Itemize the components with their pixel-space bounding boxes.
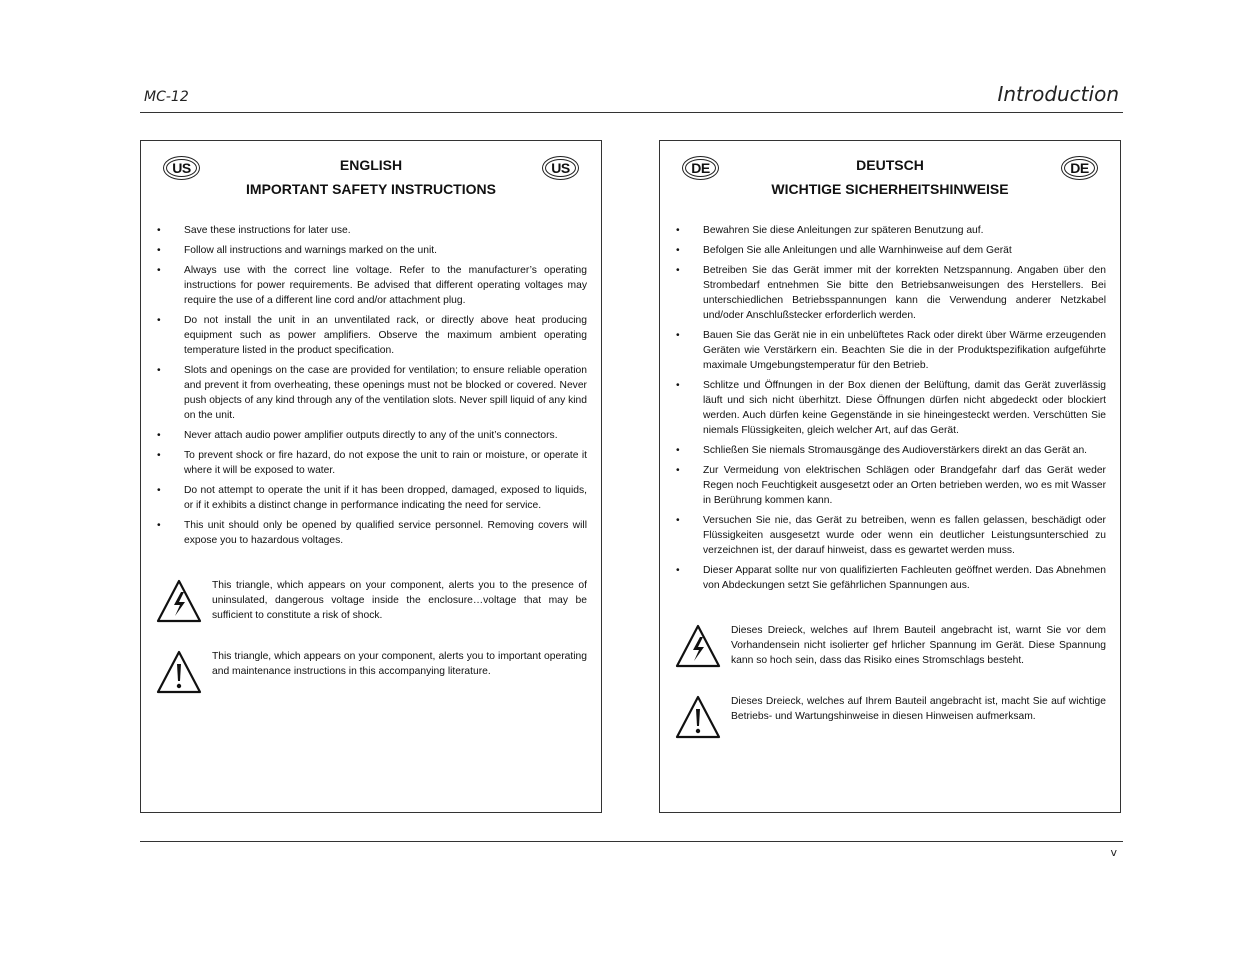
shock-warning (155, 578, 587, 624)
exclamation-triangle-icon (674, 694, 722, 740)
caution-warning-text: This triangle, which appears on your component, alerts you to important operating and maintenance instructions in this accompanying literature. (212, 651, 587, 677)
panel-title: WICHTIGE SICHERHEITSHINWEISE (771, 181, 1009, 197)
list-item: • Follow all instructions and warnings marked on the unit. (157, 243, 587, 258)
panel-language: DEUTSCH (856, 157, 924, 173)
list-item: • Versuchen Sie nie, das Gerät zu betreiben, wenn es fallen gelassen, beschädigt oder Flüssigkeiten ausgesetzt wurde oder wenn ein deutlicher Leistungsunterschied zu verzeichnen ist, der darauf hinweist, dass es gewartet werden muss. (676, 513, 1106, 558)
german-safety-panel (659, 140, 1121, 813)
panel-title: IMPORTANT SAFETY INSTRUCTIONS (246, 181, 496, 197)
list-item: • Schlitze und Öffnungen in der Box dienen der Belüftung, damit das Gerät zuverlässig läuft und sich nicht überhitzt. Diese Öffnungen dürfen nicht abgedeckt oder blockiert werden. Auch dürfen keine Gegenstände in sie hineingesteckt werden. Verschütten Sie niemals Flüssigkeiten, gleich welcher Art, auf das Gerät. (676, 378, 1106, 438)
shock-warning (674, 623, 1106, 669)
lightning-triangle-icon (155, 578, 203, 624)
country-badge-left: DE (682, 156, 719, 180)
country-badge-right: DE (1061, 156, 1098, 180)
list-item: • Always use with the correct line voltage. Refer to the manufacturer’s operating instructions for power requirements. Be advised that different operating voltages may require the use of a different line cord and/or attachment plug. (157, 263, 587, 308)
exclamation-triangle-icon (155, 649, 203, 695)
list-item: • Bewahren Sie diese Anleitungen zur späteren Benutzung auf. (676, 223, 1106, 238)
panel-language: ENGLISH (339, 157, 403, 173)
caution-warning (155, 649, 587, 695)
list-item: • Befolgen Sie alle Anleitungen und alle Warnhinweise auf dem Gerät (676, 243, 1106, 258)
country-badge-right: US (542, 156, 579, 180)
instruction-list (676, 223, 1106, 598)
model-name: MC-12 (144, 89, 189, 105)
caution-warning (674, 694, 1106, 740)
list-item: • Never attach audio power amplifier outputs directly to any of the unit’s connectors. (157, 428, 587, 443)
english-safety-panel (140, 140, 602, 813)
list-item: • Zur Vermeidung von elektrischen Schlägen oder Brandgefahr darf das Gerät weder Regen noch Feuchtigkeit ausgesetzt oder an Orten betrieben werden, wo es mit Wasser in Berührung kommen kann. (676, 463, 1106, 508)
section-title: Introduction (997, 82, 1119, 106)
page-number: v (1110, 846, 1117, 859)
footer-rule (140, 841, 1123, 842)
list-item: • Schließen Sie niemals Stromausgänge des Audioverstärkers direkt an das Gerät an. (676, 443, 1106, 458)
list-item: • Betreiben Sie das Gerät immer mit der korrekten Netzspannung. Angaben über den Strombedarf entnehmen Sie bitte den Betriebsanweisungen des Herstellers. Bei unterschiedlichen Betriebsspannungen kann die Verwendung anderer Netzkabel und/oder Anschlußstecker erforderlich werden. (676, 263, 1106, 323)
list-item: • To prevent shock or fire hazard, do not expose the unit to rain or moisture, or operate it where it will be exposed to water. (157, 448, 587, 478)
list-item: • Do not install the unit in an unventilated rack, or directly above heat producing equipment such as power amplifiers. Observe the maximum ambient operating temperature listed in the product specification. (157, 313, 587, 358)
list-item: • Bauen Sie das Gerät nie in ein unbelüftetes Rack oder direkt über Wärme erzeugenden Geräten wie Verstärkern ein. Beachten Sie die in der Produktspezifikation aufgeführte maximale Umgebungstemperatur für den Betrieb. (676, 328, 1106, 373)
shock-warning-text: This triangle, which appears on your component, alerts you to the presence of uninsulated, dangerous voltage inside the enclosure…voltage that may be sufficient to constitute a risk of shock. (212, 580, 587, 621)
lightning-triangle-icon (674, 623, 722, 669)
panel-heading (211, 153, 531, 201)
list-item: • Do not attempt to operate the unit if it has been dropped, damaged, exposed to liquids, or if it exhibits a distinct change in performance indicating the need for service. (157, 483, 587, 513)
list-item: • This unit should only be opened by qualified service personnel. Removing covers will expose you to hazardous voltages. (157, 518, 587, 548)
list-item: • Slots and openings on the case are provided for ventilation; to ensure reliable operation and prevent it from overheating, these openings must not be blocked or covered. Never push objects of any kind through any of the ventilation slots. Never spill liquid of any kind on the unit. (157, 363, 587, 423)
header-rule (140, 112, 1123, 113)
caution-warning-text: Dieses Dreieck, welches auf Ihrem Bauteil angebracht ist, macht Sie auf wichtige Betriebs- und Wartungshinweise in diesen Hinweisen aufmerksam. (731, 696, 1106, 722)
shock-warning-text: Dieses Dreieck, welches auf Ihrem Bauteil angebracht ist, warnt Sie vor dem Vorhandensein nicht isolierter gef hrlicher Spannung im Gerät. Diese Spannung kann so hoch sein, dass das Risiko eines Stromschlags besteht. (731, 625, 1106, 666)
panel-heading (730, 153, 1050, 201)
country-badge-left: US (163, 156, 200, 180)
list-item: • Save these instructions for later use. (157, 223, 587, 238)
list-item: • Dieser Apparat sollte nur von qualifizierten Fachleuten geöffnet werden. Das Abnehmen von Abdeckungen setzt Sie gefährlichen Spannungen aus. (676, 563, 1106, 593)
instruction-list (157, 223, 587, 553)
